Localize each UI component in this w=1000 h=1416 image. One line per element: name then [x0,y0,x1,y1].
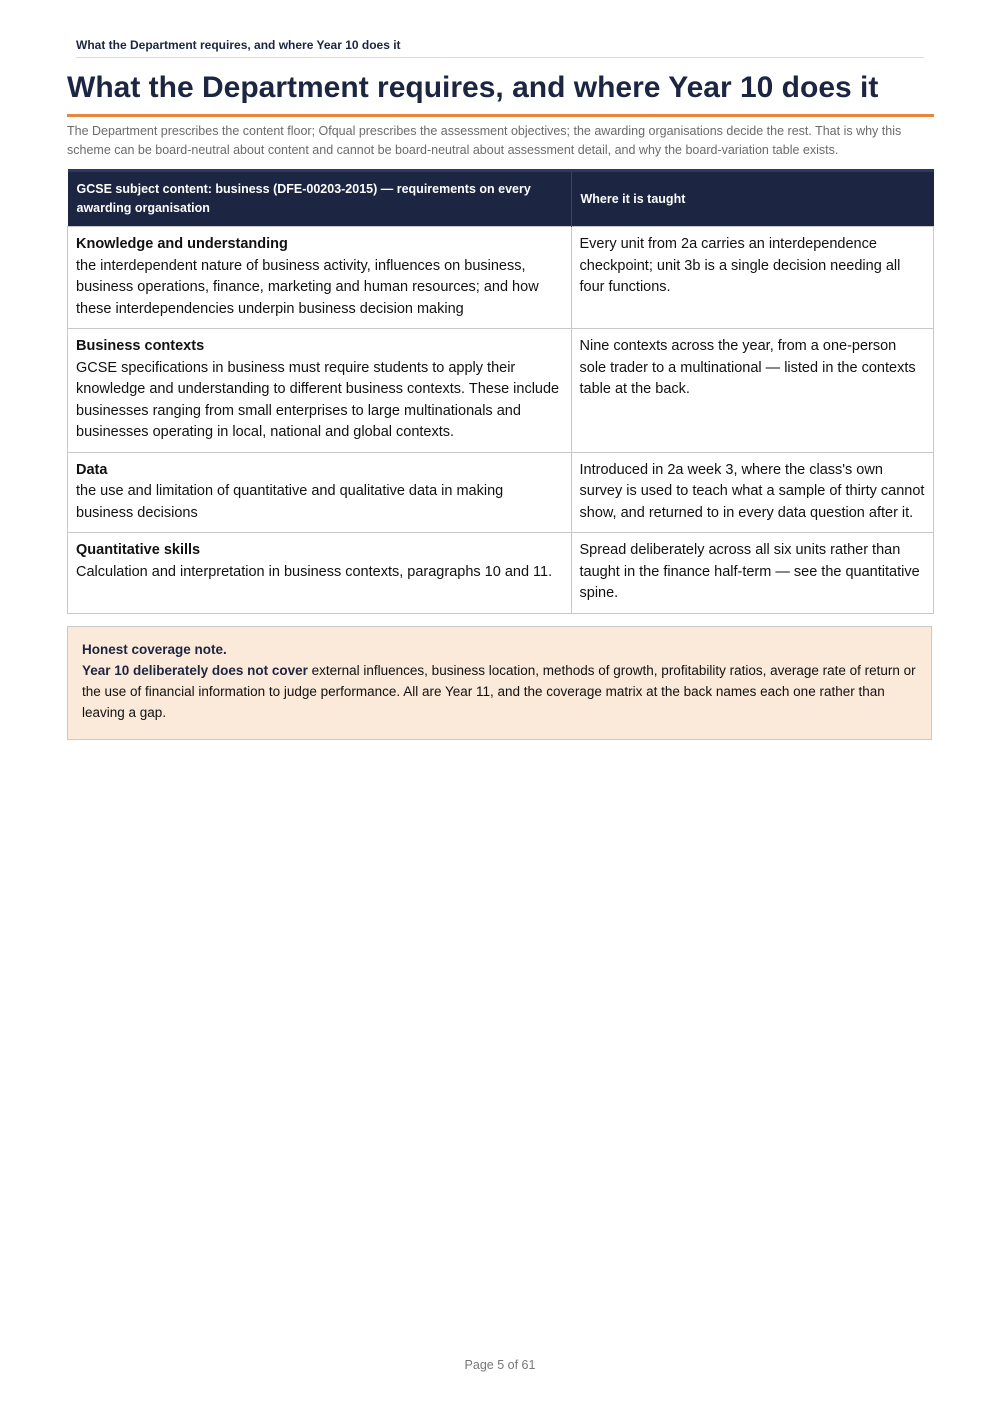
requirement-text: Calculation and interpretation in business contexts, paragraphs 10 and 11. [76,563,553,580]
column-header-where-taught: Where it is taught [571,171,934,227]
table-row [68,227,934,329]
coverage-note-title: Honest coverage note. [82,642,227,657]
requirement-cell [68,329,572,453]
requirement-cell [68,533,572,614]
table-row [68,329,934,453]
requirement-text: the use and limitation of quantitative and qualitative data in making business decisions [76,483,504,521]
where-taught-cell: Spread deliberately across all six units rather than taught in the finance half-term — see the quantitative spine. [571,533,934,614]
requirement-text: GCSE specifications in business must require students to apply their knowledge and understanding to different business contexts. These include businesses ranging from small enterprises to large multinationals and businesses operating in local, national and global contexts. [76,359,560,440]
table-row [68,452,934,533]
requirement-title: Knowledge and understanding [76,236,288,252]
intro-paragraph: The Department prescribes the content floor; Ofqual prescribes the assessment objectives; the awarding organisations decide the rest. That is why this scheme can be board-neutral about content and cannot be board-neutral about assessment detail, and why the board-variation table exists. [67,124,902,157]
page-number: Page 5 of 61 [464,1358,536,1372]
requirement-cell [68,227,572,329]
requirement-cell [68,452,572,533]
column-header-requirements: GCSE subject content: business (DFE-00203-2015) — requirements on every awarding organisation [68,171,572,227]
where-taught-cell: Nine contexts across the year, from a one-person sole trader to a multinational — listed in the contexts table at the back. [571,329,934,453]
coverage-note-body: external influences, business location, methods of growth, profitability ratios, average rate of return or the use of financial information to judge performance. All are Year 11, and the coverage matrix at the back names each one rather than leaving a gap. [82,663,916,720]
page-title: What the Department requires, and where Year 10 does it [67,68,934,117]
running-header: What the Department requires, and where Year 10 does it [76,38,924,58]
where-taught-cell: Introduced in 2a week 3, where the class's own survey is used to teach what a sample of thirty cannot show, and returned to in every data question after it. [571,452,934,533]
requirement-title: Business contexts [76,338,205,354]
requirement-title: Quantitative skills [76,542,201,558]
requirements-table [67,169,934,614]
table-row [68,533,934,614]
requirement-text: the interdependent nature of business activity, influences on business, business operations, finance, marketing and human resources; and how these interdependencies underpin business decision making [76,257,539,317]
coverage-note [67,626,932,740]
table-header-row [68,171,934,227]
requirement-title: Data [76,461,108,478]
coverage-note-lead: Year 10 deliberately does not cover [82,663,308,678]
where-taught-cell: Every unit from 2a carries an interdependence checkpoint; unit 3b is a single decision needing all four functions. [571,227,934,329]
